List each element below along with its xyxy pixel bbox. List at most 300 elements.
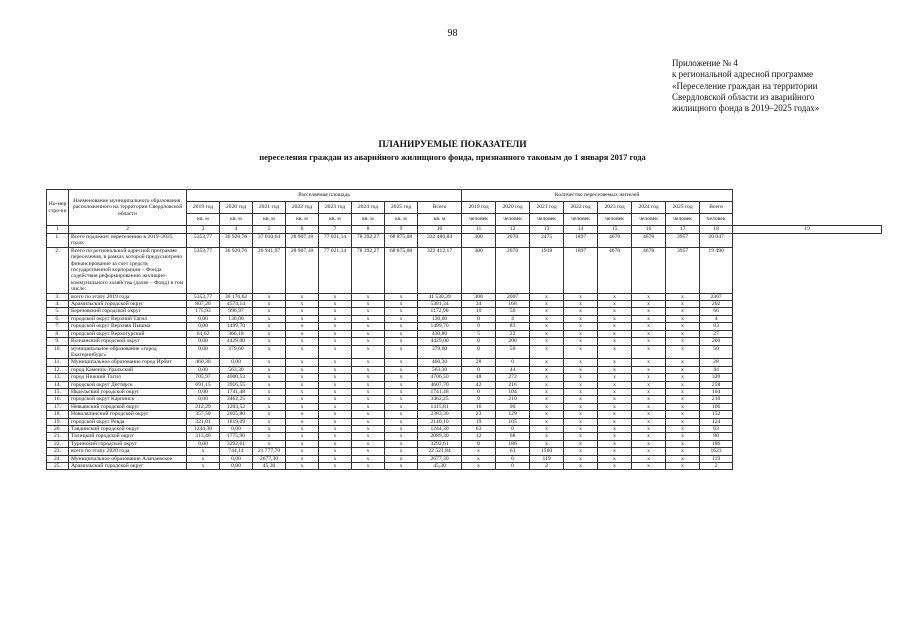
area-value: 691,15 <box>187 381 220 388</box>
municipality-name: город Каменск-Уральский <box>69 366 187 373</box>
header-year: 2024 год <box>632 202 666 214</box>
area-value: x <box>319 315 352 322</box>
header-row-number: Но-мер стро-ки <box>47 190 69 226</box>
people-value: x <box>530 308 564 315</box>
area-value: x <box>286 433 319 440</box>
area-value: 0,00 <box>220 455 253 462</box>
area-value: x <box>385 455 418 462</box>
area-value: x <box>286 308 319 315</box>
area-value: x <box>286 366 319 373</box>
people-value: x <box>530 301 564 308</box>
area-value: x <box>319 323 352 330</box>
municipality-name: городской округ Ревда <box>69 418 187 425</box>
municipality-name: городской округ Дегтярск <box>69 381 187 388</box>
column-index: 7 <box>319 226 352 234</box>
area-value: 21 777,70 <box>253 448 286 455</box>
area-value: 0,00 <box>220 463 253 470</box>
row-number: 3. <box>47 293 69 300</box>
people-value: x <box>632 315 666 322</box>
people-value: x <box>564 323 598 330</box>
area-value: x <box>286 374 319 381</box>
area-value: 379,60 <box>220 345 253 359</box>
people-value: 272 <box>496 374 530 381</box>
people-value: 3957 <box>666 234 700 248</box>
area-value: x <box>319 433 352 440</box>
table-row <box>47 388 882 395</box>
column-index: 3 <box>187 226 220 234</box>
people-value: x <box>598 381 632 388</box>
document-subtitle: переселения граждан из аварийного жилищного фонда, признанного таковым до 1 января 2017 года <box>259 152 646 162</box>
area-value: x <box>385 448 418 455</box>
people-value: x <box>632 345 666 359</box>
people-value: 216 <box>496 381 530 388</box>
area-value: x <box>286 315 319 322</box>
area-value: x <box>319 396 352 403</box>
people-value: x <box>666 330 700 337</box>
people-value: 186 <box>700 440 733 447</box>
people-value: x <box>666 323 700 330</box>
people-value: 200 <box>496 338 530 345</box>
people-value: x <box>666 463 700 470</box>
area-value: 430,80 <box>418 330 462 337</box>
people-value: x <box>598 330 632 337</box>
column-index: 17 <box>666 226 700 234</box>
header-unit-area: кв. м <box>286 214 319 226</box>
area-value: x <box>319 418 352 425</box>
people-value: 0 <box>462 366 496 373</box>
area-value: x <box>352 301 385 308</box>
header-people-group: Количество переселяемых жителей <box>462 190 733 202</box>
people-value: 44 <box>496 366 530 373</box>
area-value: x <box>352 455 385 462</box>
people-value: x <box>632 418 666 425</box>
area-value: x <box>319 366 352 373</box>
municipality-name: Ивдельский городской округ <box>69 388 187 395</box>
area-value: 36 920,76 <box>220 234 253 248</box>
header-unit-people: человек <box>462 214 496 226</box>
row-number: 5. <box>47 308 69 315</box>
header-year: Всего <box>700 202 733 214</box>
appendix-line: жилищного фонда в 2019–2025 годах» <box>672 103 820 114</box>
people-value: x <box>530 381 564 388</box>
area-value: 563,30 <box>418 366 462 373</box>
area-value: x <box>253 301 286 308</box>
table-row <box>47 345 882 359</box>
area-value: 2089,30 <box>418 433 462 440</box>
area-value: x <box>253 418 286 425</box>
people-value: x <box>564 338 598 345</box>
people-value: 104 <box>700 388 733 395</box>
people-value: x <box>564 366 598 373</box>
row-number: 1. <box>47 234 69 248</box>
area-value: x <box>352 403 385 410</box>
people-value: 83 <box>700 323 733 330</box>
area-value: x <box>385 359 418 366</box>
people-value: x <box>530 345 564 359</box>
area-value: x <box>286 338 319 345</box>
people-value: 27 <box>700 330 733 337</box>
area-value: x <box>352 381 385 388</box>
area-value: 4429,00 <box>418 338 462 345</box>
people-value: x <box>530 315 564 322</box>
table-row <box>47 315 882 322</box>
column-index: 15 <box>598 226 632 234</box>
people-value: x <box>530 411 564 418</box>
people-value: x <box>632 455 666 462</box>
people-value: 300 <box>462 234 496 248</box>
header-year: 2020 год <box>220 202 253 214</box>
header-unit-people: человек <box>564 214 598 226</box>
row-number: 18. <box>47 411 69 418</box>
column-index: 11 <box>462 226 496 234</box>
people-value: 4670 <box>598 234 632 248</box>
header-unit-area: кв. м <box>385 214 418 226</box>
area-value: 77 021,14 <box>319 247 352 293</box>
area-value: x <box>286 463 319 470</box>
municipality-name: городской округ Верхняя Пышма <box>69 323 187 330</box>
people-value: x <box>632 366 666 373</box>
area-value: x <box>352 359 385 366</box>
area-value: 322 412,17 <box>418 247 462 293</box>
header-year: 2023 год <box>598 202 632 214</box>
area-value: x <box>253 403 286 410</box>
area-value: x <box>253 433 286 440</box>
people-value: x <box>598 374 632 381</box>
area-value: x <box>385 418 418 425</box>
area-value: x <box>286 388 319 395</box>
area-value: x <box>319 359 352 366</box>
header-unit-area: кв. м <box>187 214 220 226</box>
people-value: x <box>564 359 598 366</box>
people-value: x <box>598 433 632 440</box>
column-index: 19 <box>733 226 882 234</box>
area-value: 0,00 <box>187 366 220 373</box>
area-value: x <box>187 463 220 470</box>
header-unit-people: человек <box>598 214 632 226</box>
people-value: x <box>632 388 666 395</box>
municipality-name: городской округ Верхний Тагил <box>69 315 187 322</box>
people-value: 0 <box>462 323 496 330</box>
row-number: 14. <box>47 381 69 388</box>
municipality-name: Новолялинский городской округ <box>69 411 187 418</box>
people-value: 258 <box>700 381 733 388</box>
document-title: ПЛАНИРУЕМЫЕ ПОКАЗАТЕЛИ <box>378 140 527 150</box>
area-value: 0,00 <box>187 315 220 322</box>
people-value: x <box>530 396 564 403</box>
row-number: 21. <box>47 433 69 440</box>
row-number: 11. <box>47 359 69 366</box>
people-value: 4 <box>496 315 530 322</box>
area-value: 807,20 <box>187 301 220 308</box>
appendix-note <box>672 58 897 114</box>
header-year: Всего <box>418 202 462 214</box>
area-value: x <box>253 374 286 381</box>
area-value: x <box>352 463 385 470</box>
people-value: 1897 <box>564 234 598 248</box>
people-value: 152 <box>700 411 733 418</box>
people-value: x <box>564 381 598 388</box>
people-value: x <box>632 308 666 315</box>
area-value: x <box>352 323 385 330</box>
table-body <box>47 226 882 470</box>
area-value: 1741,48 <box>220 388 253 395</box>
people-value: x <box>632 403 666 410</box>
municipality-name: Березовский городской округ <box>69 308 187 315</box>
area-value: x <box>352 448 385 455</box>
people-value: 4670 <box>598 247 632 293</box>
column-index: 14 <box>564 226 598 234</box>
area-value: 1775,90 <box>220 433 253 440</box>
people-value: x <box>598 411 632 418</box>
area-value: x <box>286 425 319 432</box>
area-value: 3916,55 <box>220 381 253 388</box>
people-value: 202 <box>700 301 733 308</box>
people-value: 119 <box>530 455 564 462</box>
people-value: x <box>666 388 700 395</box>
people-value: x <box>632 381 666 388</box>
people-value: 2 <box>530 463 564 470</box>
people-value: x <box>598 455 632 462</box>
people-value: x <box>530 293 564 300</box>
people-value: 0 <box>462 315 496 322</box>
municipality-name: Туринский городской округ <box>69 440 187 447</box>
row-number: 23. <box>47 448 69 455</box>
people-value: x <box>564 448 598 455</box>
people-value: x <box>666 418 700 425</box>
people-value: 63 <box>496 448 530 455</box>
row-number: 10. <box>47 345 69 359</box>
area-value: 45,30 <box>253 463 286 470</box>
people-value: x <box>462 448 496 455</box>
people-value: x <box>564 403 598 410</box>
header-year: 2024 год <box>352 202 385 214</box>
header-unit-area: кв. м <box>220 214 253 226</box>
people-value: x <box>530 374 564 381</box>
area-value: 563,30 <box>220 366 253 373</box>
area-value: x <box>385 330 418 337</box>
people-value: 0 <box>462 345 496 359</box>
people-value: x <box>598 448 632 455</box>
people-value: 16 <box>462 403 496 410</box>
area-value: 212,29 <box>187 403 220 410</box>
people-value: x <box>598 366 632 373</box>
area-value: 1244,30 <box>187 425 220 432</box>
people-value: 28 <box>462 359 496 366</box>
people-value: x <box>632 293 666 300</box>
area-value: 41 530,39 <box>418 293 462 300</box>
people-value: x <box>632 448 666 455</box>
row-number: 15. <box>47 388 69 395</box>
area-value: 3292,61 <box>418 440 462 447</box>
people-value: 19 490 <box>700 247 733 293</box>
area-value: 64,62 <box>187 330 220 337</box>
people-value: x <box>666 403 700 410</box>
area-value: 5353,77 <box>187 234 220 248</box>
area-value: x <box>385 338 418 345</box>
area-value: x <box>253 315 286 322</box>
people-value: x <box>632 374 666 381</box>
area-value: 5381,34 <box>418 301 462 308</box>
area-value: x <box>352 374 385 381</box>
area-value: 1741,48 <box>418 388 462 395</box>
people-value: x <box>632 425 666 432</box>
area-value: 4706,50 <box>418 374 462 381</box>
area-value: x <box>385 374 418 381</box>
area-value: x <box>352 338 385 345</box>
people-value: 83 <box>496 323 530 330</box>
table-row <box>47 359 882 366</box>
column-index: 8 <box>352 226 385 234</box>
people-value: x <box>632 323 666 330</box>
people-value: 10 <box>462 308 496 315</box>
table-row <box>47 448 882 455</box>
people-value: x <box>666 374 700 381</box>
people-value: x <box>598 315 632 322</box>
table-row <box>47 330 882 337</box>
area-value: x <box>319 293 352 300</box>
municipality-name: Тавдинский городской округ <box>69 425 187 432</box>
people-value: x <box>530 440 564 447</box>
people-value: x <box>632 301 666 308</box>
people-value: 66 <box>700 308 733 315</box>
people-value: x <box>598 293 632 300</box>
people-value: x <box>564 293 598 300</box>
area-value: 1203,52 <box>220 403 253 410</box>
area-value: x <box>385 388 418 395</box>
area-value: x <box>187 455 220 462</box>
area-value: 68 875,08 <box>385 234 418 248</box>
people-value: 34 <box>462 301 496 308</box>
row-number: 24. <box>47 455 69 462</box>
area-value: x <box>319 308 352 315</box>
area-value: x <box>253 366 286 373</box>
people-value: 23 <box>462 411 496 418</box>
area-value: x <box>319 455 352 462</box>
people-value: x <box>666 433 700 440</box>
area-value: 22 521,84 <box>418 448 462 455</box>
area-value: x <box>319 388 352 395</box>
people-value: 28 <box>700 359 733 366</box>
people-value: x <box>564 315 598 322</box>
row-number: 2. <box>47 247 69 293</box>
area-value: 357,50 <box>187 411 220 418</box>
header-unit-area: кв. м <box>319 214 352 226</box>
area-value: 26 941,97 <box>253 247 286 293</box>
header-year: 2021 год <box>530 202 564 214</box>
area-value: x <box>253 293 286 300</box>
area-value: x <box>286 418 319 425</box>
area-value: x <box>385 425 418 432</box>
municipality-name: всего по этапу 2020 года <box>69 448 187 455</box>
people-value: x <box>666 440 700 447</box>
people-value: 4678 <box>632 247 666 293</box>
column-index: 16 <box>632 226 666 234</box>
column-index: 2 <box>69 226 187 234</box>
municipality-name: муниципальное образование «город Екатеринбург» <box>69 345 187 359</box>
people-value: x <box>632 433 666 440</box>
area-value: x <box>385 345 418 359</box>
people-value: 63 <box>462 425 496 432</box>
area-value: x <box>253 425 286 432</box>
area-value: x <box>385 433 418 440</box>
area-value: x <box>385 366 418 373</box>
area-value: 37 010,64 <box>253 234 286 248</box>
people-value: x <box>632 396 666 403</box>
header-year: 2022 год <box>286 202 319 214</box>
people-value: x <box>530 425 564 432</box>
area-value: 366,18 <box>220 330 253 337</box>
row-number: 25. <box>47 463 69 470</box>
area-value: x <box>286 381 319 388</box>
area-value: x <box>286 455 319 462</box>
area-value: 0,00 <box>187 345 220 359</box>
appendix-line: Свердловской области из аварийного <box>672 91 815 102</box>
area-value: 460,30 <box>418 359 462 366</box>
area-value: x <box>319 463 352 470</box>
area-value: 332 480,84 <box>418 234 462 248</box>
area-value: x <box>319 374 352 381</box>
people-value: x <box>666 366 700 373</box>
area-value: 5353,77 <box>187 247 220 293</box>
people-value: 2307 <box>700 293 733 300</box>
people-value: 50 <box>496 345 530 359</box>
header-year: 2023 год <box>319 202 352 214</box>
table-row <box>47 366 882 373</box>
area-value: 78 392,27 <box>352 247 385 293</box>
people-value: x <box>564 388 598 395</box>
area-value: x <box>319 425 352 432</box>
area-value: 1499,70 <box>418 323 462 330</box>
municipality-name: Муниципальное образование Алапаевское <box>69 455 187 462</box>
area-value: 744,14 <box>220 448 253 455</box>
area-value: 2025,80 <box>220 411 253 418</box>
table-row <box>47 463 882 470</box>
area-value: x <box>352 330 385 337</box>
area-value: 2677,30 <box>253 455 286 462</box>
table-row <box>47 411 882 418</box>
people-value: 0 <box>462 396 496 403</box>
area-value: 1172,90 <box>418 308 462 315</box>
area-value: 175,93 <box>187 308 220 315</box>
header-area-group: Расселяемая площадь <box>187 190 462 202</box>
people-value: x <box>666 293 700 300</box>
area-value: x <box>253 359 286 366</box>
area-value: x <box>253 440 286 447</box>
table-row <box>47 381 882 388</box>
people-value: 12 <box>462 433 496 440</box>
header-year: 2022 год <box>564 202 598 214</box>
area-value: x <box>187 448 220 455</box>
row-number: 16. <box>47 396 69 403</box>
area-value: 130,00 <box>418 315 462 322</box>
column-index: 4 <box>220 226 253 234</box>
area-value: 379,60 <box>418 345 462 359</box>
area-value: x <box>352 308 385 315</box>
area-value: x <box>385 403 418 410</box>
area-value: x <box>286 448 319 455</box>
area-value: x <box>385 323 418 330</box>
table-row <box>47 433 882 440</box>
people-value: x <box>666 345 700 359</box>
area-value: x <box>253 411 286 418</box>
people-value: 2007 <box>496 293 530 300</box>
area-value: x <box>319 345 352 359</box>
area-value: x <box>352 425 385 432</box>
people-value: x <box>666 381 700 388</box>
people-value: 0 <box>496 425 530 432</box>
people-value: x <box>666 315 700 322</box>
page-number: 98 <box>447 28 458 39</box>
